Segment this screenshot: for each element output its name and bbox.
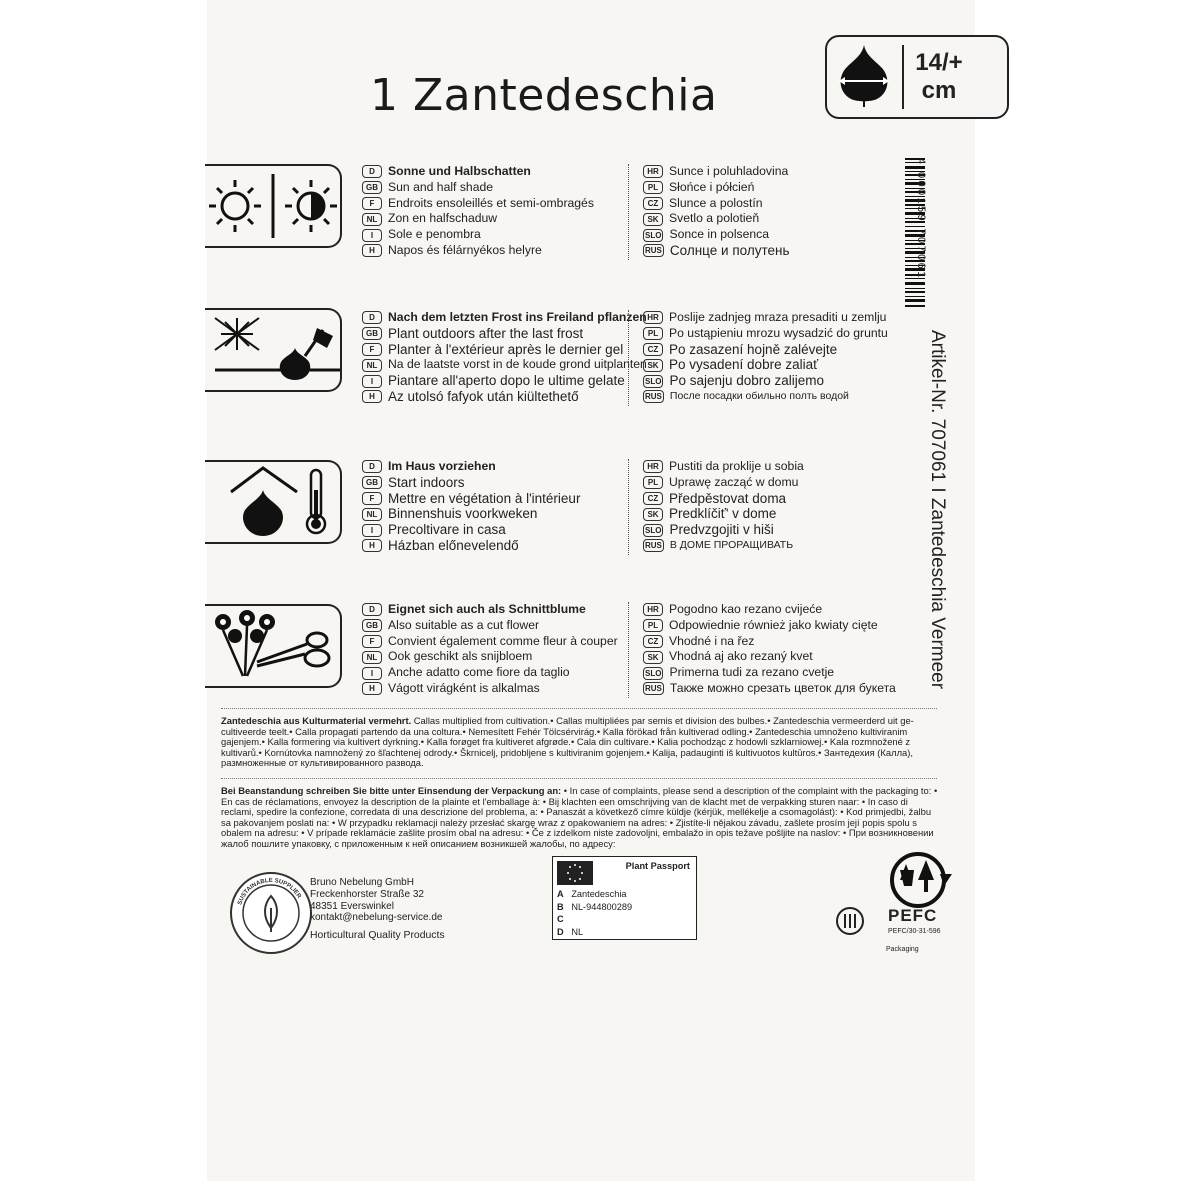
lang-row bbox=[362, 373, 647, 389]
lang-row bbox=[643, 227, 790, 243]
language-code-badge: HR bbox=[643, 165, 663, 178]
lang-row bbox=[362, 326, 647, 342]
instruction-text: Po zasazení hojně zalévejte bbox=[669, 341, 838, 357]
language-code-badge: F bbox=[362, 492, 382, 505]
instruction-text: Vhodná aj ako rezaný kvet bbox=[669, 649, 813, 664]
cut-flower-icon bbox=[205, 606, 340, 686]
language-code-badge: I bbox=[362, 524, 382, 537]
language-code-badge: D bbox=[362, 603, 382, 616]
language-code-badge: SLO bbox=[645, 376, 662, 386]
lang-row bbox=[362, 310, 647, 326]
lang-row bbox=[362, 506, 580, 522]
lang-row bbox=[362, 357, 647, 373]
divider-line bbox=[221, 778, 937, 779]
lang-row bbox=[362, 681, 618, 697]
lang-row bbox=[643, 342, 888, 358]
language-code-badge: SLO bbox=[645, 668, 662, 678]
lang-row bbox=[362, 522, 580, 538]
language-code-badge: CZ bbox=[643, 343, 663, 356]
language-code-badge: SK bbox=[643, 213, 663, 226]
language-code-badge: HR bbox=[643, 311, 663, 324]
instruction-text: В ДОМЕ ПРОРАЩИВАТЬ bbox=[669, 538, 794, 551]
instruction-text: Nach dem letzten Frost ins Freiland pflanzen bbox=[388, 310, 647, 324]
lang-row bbox=[362, 491, 580, 507]
language-code-badge: RUS bbox=[645, 684, 662, 694]
lang-row bbox=[643, 389, 888, 405]
language-code-badge: SK bbox=[643, 508, 663, 521]
instruction-text: Po vysadení dobre zaliať bbox=[669, 357, 819, 373]
lang-row bbox=[643, 665, 896, 681]
section-1-right bbox=[643, 164, 790, 259]
language-code-badge: H bbox=[362, 390, 382, 403]
lang-row bbox=[643, 681, 896, 697]
lang-row bbox=[643, 618, 896, 634]
lang-row bbox=[643, 196, 790, 212]
lang-row bbox=[362, 649, 618, 665]
plant-after-frost-icon bbox=[205, 310, 340, 390]
language-code-badge: GB bbox=[362, 619, 382, 632]
bulb-size-text bbox=[909, 49, 969, 105]
lang-row bbox=[362, 243, 594, 259]
pefc-logo bbox=[880, 850, 960, 960]
lang-row bbox=[362, 196, 594, 212]
instruction-text: Pogodno kao rezano cvijeće bbox=[669, 602, 823, 616]
instruction-text: Eignet sich auch als Schnittblume bbox=[388, 602, 586, 616]
instruction-text: Předpěstovat doma bbox=[669, 490, 787, 506]
pefc-tree-icon bbox=[880, 850, 960, 910]
icon-box-cutflower bbox=[205, 604, 342, 688]
instruction-text: Primerna tudi za rezano cvetje bbox=[669, 665, 835, 680]
language-code-badge: PL bbox=[643, 619, 663, 632]
instruction-text: Start indoors bbox=[388, 474, 465, 490]
instruction-text: Slunce a polostín bbox=[669, 195, 763, 210]
instruction-text: Predklíčiť' v dome bbox=[669, 506, 777, 522]
language-code-badge: F bbox=[362, 343, 382, 356]
lang-row bbox=[643, 634, 896, 650]
product-title: 1 Zantedeschia bbox=[370, 70, 718, 121]
language-code-badge: D bbox=[362, 460, 382, 473]
lang-row bbox=[643, 602, 896, 618]
section-divider bbox=[628, 602, 629, 698]
language-code-badge: RUS bbox=[645, 541, 662, 551]
language-code-badge: I bbox=[362, 229, 382, 242]
language-code-badge: CZ bbox=[643, 492, 663, 505]
language-code-badge: PL bbox=[643, 327, 663, 340]
eu-flag-icon bbox=[557, 861, 593, 885]
propagation-text: Zantedeschia aus Kulturmaterial vermehrt. Callas multiplied from cultivation.• Callas multipliées par semis et division des bulbes.• Zantedeschia vermeerderd uit ge-cultiveerde teelt.• Calla propagati partendo da una coltura.• Nemesített Fehér Tölcsérvirág.• Kalla förökad från kultiverad odling.• Zantedeschia umnoženo kultiviranim gajenjem.• Kalla formering via kultivert dyrkning.• Kalla forøget fra kultiveret afgrøde.• Cala din cultivare.• Kalia pochodząc z hodowli szklarniowej.• Kala rozmnožené z kultivarů.• Kornútovka namnožený zo šľachtenej odrody.• Škrnicelj, pridobljene s kultiviranim gojenjem.• Kalija, padauginti iš kultivuotos kultūros.• Зантедехия (Калла), размноженные от культивированного развода. bbox=[221, 715, 914, 769]
bulb-size-value: 14/+ bbox=[915, 49, 963, 76]
lang-row bbox=[643, 649, 896, 665]
language-code-badge: SK bbox=[643, 359, 663, 372]
language-code-badge: F bbox=[362, 635, 382, 648]
lang-row bbox=[643, 522, 804, 538]
language-code-badge: H bbox=[362, 539, 382, 552]
lang-row bbox=[362, 459, 580, 475]
language-code-badge: SLO bbox=[645, 230, 662, 240]
lang-row bbox=[362, 180, 594, 196]
lang-row bbox=[362, 389, 647, 405]
instruction-text: Sonne und Halbschatten bbox=[388, 164, 531, 178]
lang-row bbox=[362, 634, 618, 650]
sun-half-shade-icon bbox=[205, 166, 340, 246]
lang-row bbox=[643, 459, 804, 475]
icon-box-frost bbox=[205, 308, 342, 392]
lang-row bbox=[362, 211, 594, 227]
section-2-right bbox=[643, 310, 888, 405]
article-number: Artikel-Nr. 707061 I Zantedeschia Vermeer bbox=[927, 330, 948, 690]
lang-row bbox=[362, 164, 594, 180]
lang-row bbox=[643, 357, 888, 373]
section-divider bbox=[628, 310, 629, 406]
language-code-badge: I bbox=[362, 667, 382, 680]
language-code-badge: F bbox=[362, 197, 382, 210]
section-4-left bbox=[362, 602, 618, 697]
lang-row bbox=[362, 475, 580, 491]
instruction-text: Mettre en végétation à l'intérieur bbox=[388, 490, 581, 506]
instruction-text: Odpowiednie również jako kwiaty cięte bbox=[669, 617, 878, 632]
lang-row bbox=[643, 310, 888, 326]
badge-divider bbox=[902, 45, 904, 109]
language-code-badge: RUS bbox=[645, 392, 662, 402]
section-2-left bbox=[362, 310, 647, 405]
lang-row bbox=[362, 602, 618, 618]
language-code-badge: PL bbox=[643, 181, 663, 194]
recycle-icon bbox=[835, 906, 865, 936]
barcode-digits: 4 000159 707061 bbox=[915, 158, 927, 280]
icon-box-indoors bbox=[205, 460, 342, 544]
instruction-text: Pustiti da proklije u sobia bbox=[669, 459, 804, 473]
language-code-badge: NL bbox=[362, 508, 382, 521]
lang-row bbox=[362, 665, 618, 681]
instruction-text: Vágott virágként is alkalmas bbox=[388, 680, 540, 695]
pefc-packaging: Packaging bbox=[886, 946, 919, 953]
language-code-badge: HR bbox=[643, 603, 663, 616]
lang-row bbox=[362, 618, 618, 634]
instruction-text: Endroits ensoleillés et semi-ombragés bbox=[388, 195, 594, 210]
lang-row bbox=[643, 211, 790, 227]
lang-row bbox=[643, 326, 888, 342]
language-code-badge: SLO bbox=[645, 525, 662, 535]
instruction-text: Ook geschikt als snijbloem bbox=[388, 649, 533, 664]
lang-row bbox=[643, 180, 790, 196]
instruction-text: Napos és félárnyékos helyre bbox=[388, 242, 542, 257]
instruction-text: Piantare all'aperto dopo le ultime gelate bbox=[388, 373, 625, 389]
instruction-text: Также можно срезать цветок для букета bbox=[669, 680, 896, 695]
section-divider bbox=[628, 164, 629, 260]
language-code-badge: SK bbox=[643, 651, 663, 664]
section-4-right bbox=[643, 602, 896, 697]
lang-row bbox=[643, 506, 804, 522]
supplier-badge-text: SUSTAINABLE SUPPLIER bbox=[237, 877, 302, 906]
section-3-left bbox=[362, 459, 580, 554]
instruction-text: Az utolsó fafyok után kiültethető bbox=[388, 388, 579, 404]
complaint-text: Bei Beanstandung schreiben Sie bitte unter Einsendung der Verpackung an: • In case of complaints, please send a description of the complaint with the packaging to: • En cas de réclamations, envoyez la description de la plainte et l'emballage à: • Bij klachten een omschrijving van de klacht met de verpakking sturen naar: • In caso di reclami, spedire la confezione, corredata di una descrizione del problema, a: • Panaszát a következő címre küldje (kérjük, mellékelje a csomagolást): • Kod primjedbi, žalbu sa pakovanjem poslati na: • W przypadku reklamacji należy przesłać skargę wraz z opakowaniem na adres: • Zjistíte-li nějakou závadu, zašlete prosím její popis spolu s obalem na adresu: • V prípade reklamácie zašlite prosím obal na adresu: • Če z izdelkom niste zadovoljni, embalažo in opis težave pošljite na naslov: • При возникновении жалоб пошлите упаковку, с приложенным к ней описанием возникшей жалобы, по адресу: bbox=[221, 785, 938, 849]
plant-passport bbox=[552, 856, 697, 940]
language-code-badge: PL bbox=[643, 476, 663, 489]
instruction-text: Plant outdoors after the last frost bbox=[388, 325, 584, 341]
sustainable-supplier-logo bbox=[226, 868, 316, 958]
language-code-badge: HR bbox=[643, 460, 663, 473]
instruction-text: Słońce i półcień bbox=[669, 179, 755, 194]
language-code-badge: NL bbox=[362, 359, 382, 372]
lang-row bbox=[362, 227, 594, 243]
language-code-badge: GB bbox=[362, 181, 382, 194]
instruction-text: Sun and half shade bbox=[388, 179, 494, 194]
lang-row bbox=[643, 164, 790, 180]
lang-row bbox=[643, 373, 888, 389]
passport-rows: A Zantedeschia B NL-944800289 C D NL bbox=[557, 889, 633, 937]
instruction-text: Also suitable as a cut flower bbox=[388, 617, 540, 632]
instruction-text: Precoltivare in casa bbox=[388, 522, 506, 538]
instruction-text: Na de laatste vorst in de koude grond uitplanten bbox=[388, 357, 647, 372]
instruction-text: Солнце и полутень bbox=[669, 242, 790, 258]
lang-row bbox=[643, 538, 804, 554]
start-indoors-icon bbox=[205, 462, 340, 542]
bulb-size-badge bbox=[825, 35, 1009, 119]
language-code-badge: NL bbox=[362, 213, 382, 226]
instruction-text: Anche adatto come fiore da taglio bbox=[388, 665, 570, 680]
instruction-text: Sole e penombra bbox=[388, 227, 481, 242]
instruction-text: Zon en halfschaduw bbox=[388, 211, 498, 226]
passport-title: Plant Passport bbox=[625, 861, 690, 871]
lang-row bbox=[362, 342, 647, 358]
language-code-badge: CZ bbox=[643, 635, 663, 648]
instruction-text: Sonce in polsenca bbox=[669, 227, 770, 242]
divider-line bbox=[221, 708, 937, 709]
lang-row bbox=[643, 243, 790, 259]
lang-row bbox=[643, 491, 804, 507]
instruction-text: Binnenshuis voorkweken bbox=[388, 506, 538, 522]
instruction-text: Convient également comme fleur à couper bbox=[388, 633, 618, 648]
language-code-badge: H bbox=[362, 682, 382, 695]
instruction-text: После посадки обильно полть водой bbox=[669, 389, 849, 402]
section-divider bbox=[628, 459, 629, 555]
icon-box-sun bbox=[205, 164, 342, 248]
instruction-text: Házban előnevelendő bbox=[388, 537, 519, 553]
bulb-icon bbox=[833, 41, 895, 111]
language-code-badge: D bbox=[362, 311, 382, 324]
instruction-text: Predvzgojiti v hiši bbox=[669, 522, 774, 538]
instruction-text: Po ustąpieniu mrozu wysadzić do gruntu bbox=[669, 325, 888, 340]
instruction-text: Uprawę zacząć w domu bbox=[669, 474, 799, 489]
pefc-code: PEFC/30-31-596 bbox=[888, 928, 941, 935]
instruction-text: Sunce i poluhladovina bbox=[669, 164, 789, 178]
language-code-badge: H bbox=[362, 244, 382, 257]
instruction-text: Poslije zadnjeg mraza presaditi u zemlju bbox=[669, 310, 887, 324]
instruction-text: Im Haus vorziehen bbox=[388, 459, 496, 473]
language-code-badge: GB bbox=[362, 476, 382, 489]
bulb-size-unit: cm bbox=[921, 77, 957, 104]
instruction-text: Po sajenju dobro zalijemo bbox=[669, 373, 825, 389]
lang-row bbox=[362, 538, 580, 554]
language-code-badge: NL bbox=[362, 651, 382, 664]
language-code-badge: RUS bbox=[645, 246, 662, 256]
company-address: Bruno Nebelung GmbH Freckenhorster Straße 32 48351 Everswinkel kontakt@nebelung-service.de Horticultural Quality Products bbox=[310, 877, 445, 942]
language-code-badge: D bbox=[362, 165, 382, 178]
pefc-name: PEFC bbox=[888, 906, 938, 925]
language-code-badge: GB bbox=[362, 327, 382, 340]
instruction-text: Planter à l'extérieur après le dernier gel bbox=[388, 341, 624, 357]
instruction-text: Vhodné i na řez bbox=[669, 633, 755, 648]
instruction-text: Svetlo a polotieň bbox=[669, 211, 760, 226]
section-3-right bbox=[643, 459, 804, 554]
lang-row bbox=[643, 475, 804, 491]
language-code-badge: I bbox=[362, 375, 382, 388]
language-code-badge: CZ bbox=[643, 197, 663, 210]
section-1-left bbox=[362, 164, 594, 259]
